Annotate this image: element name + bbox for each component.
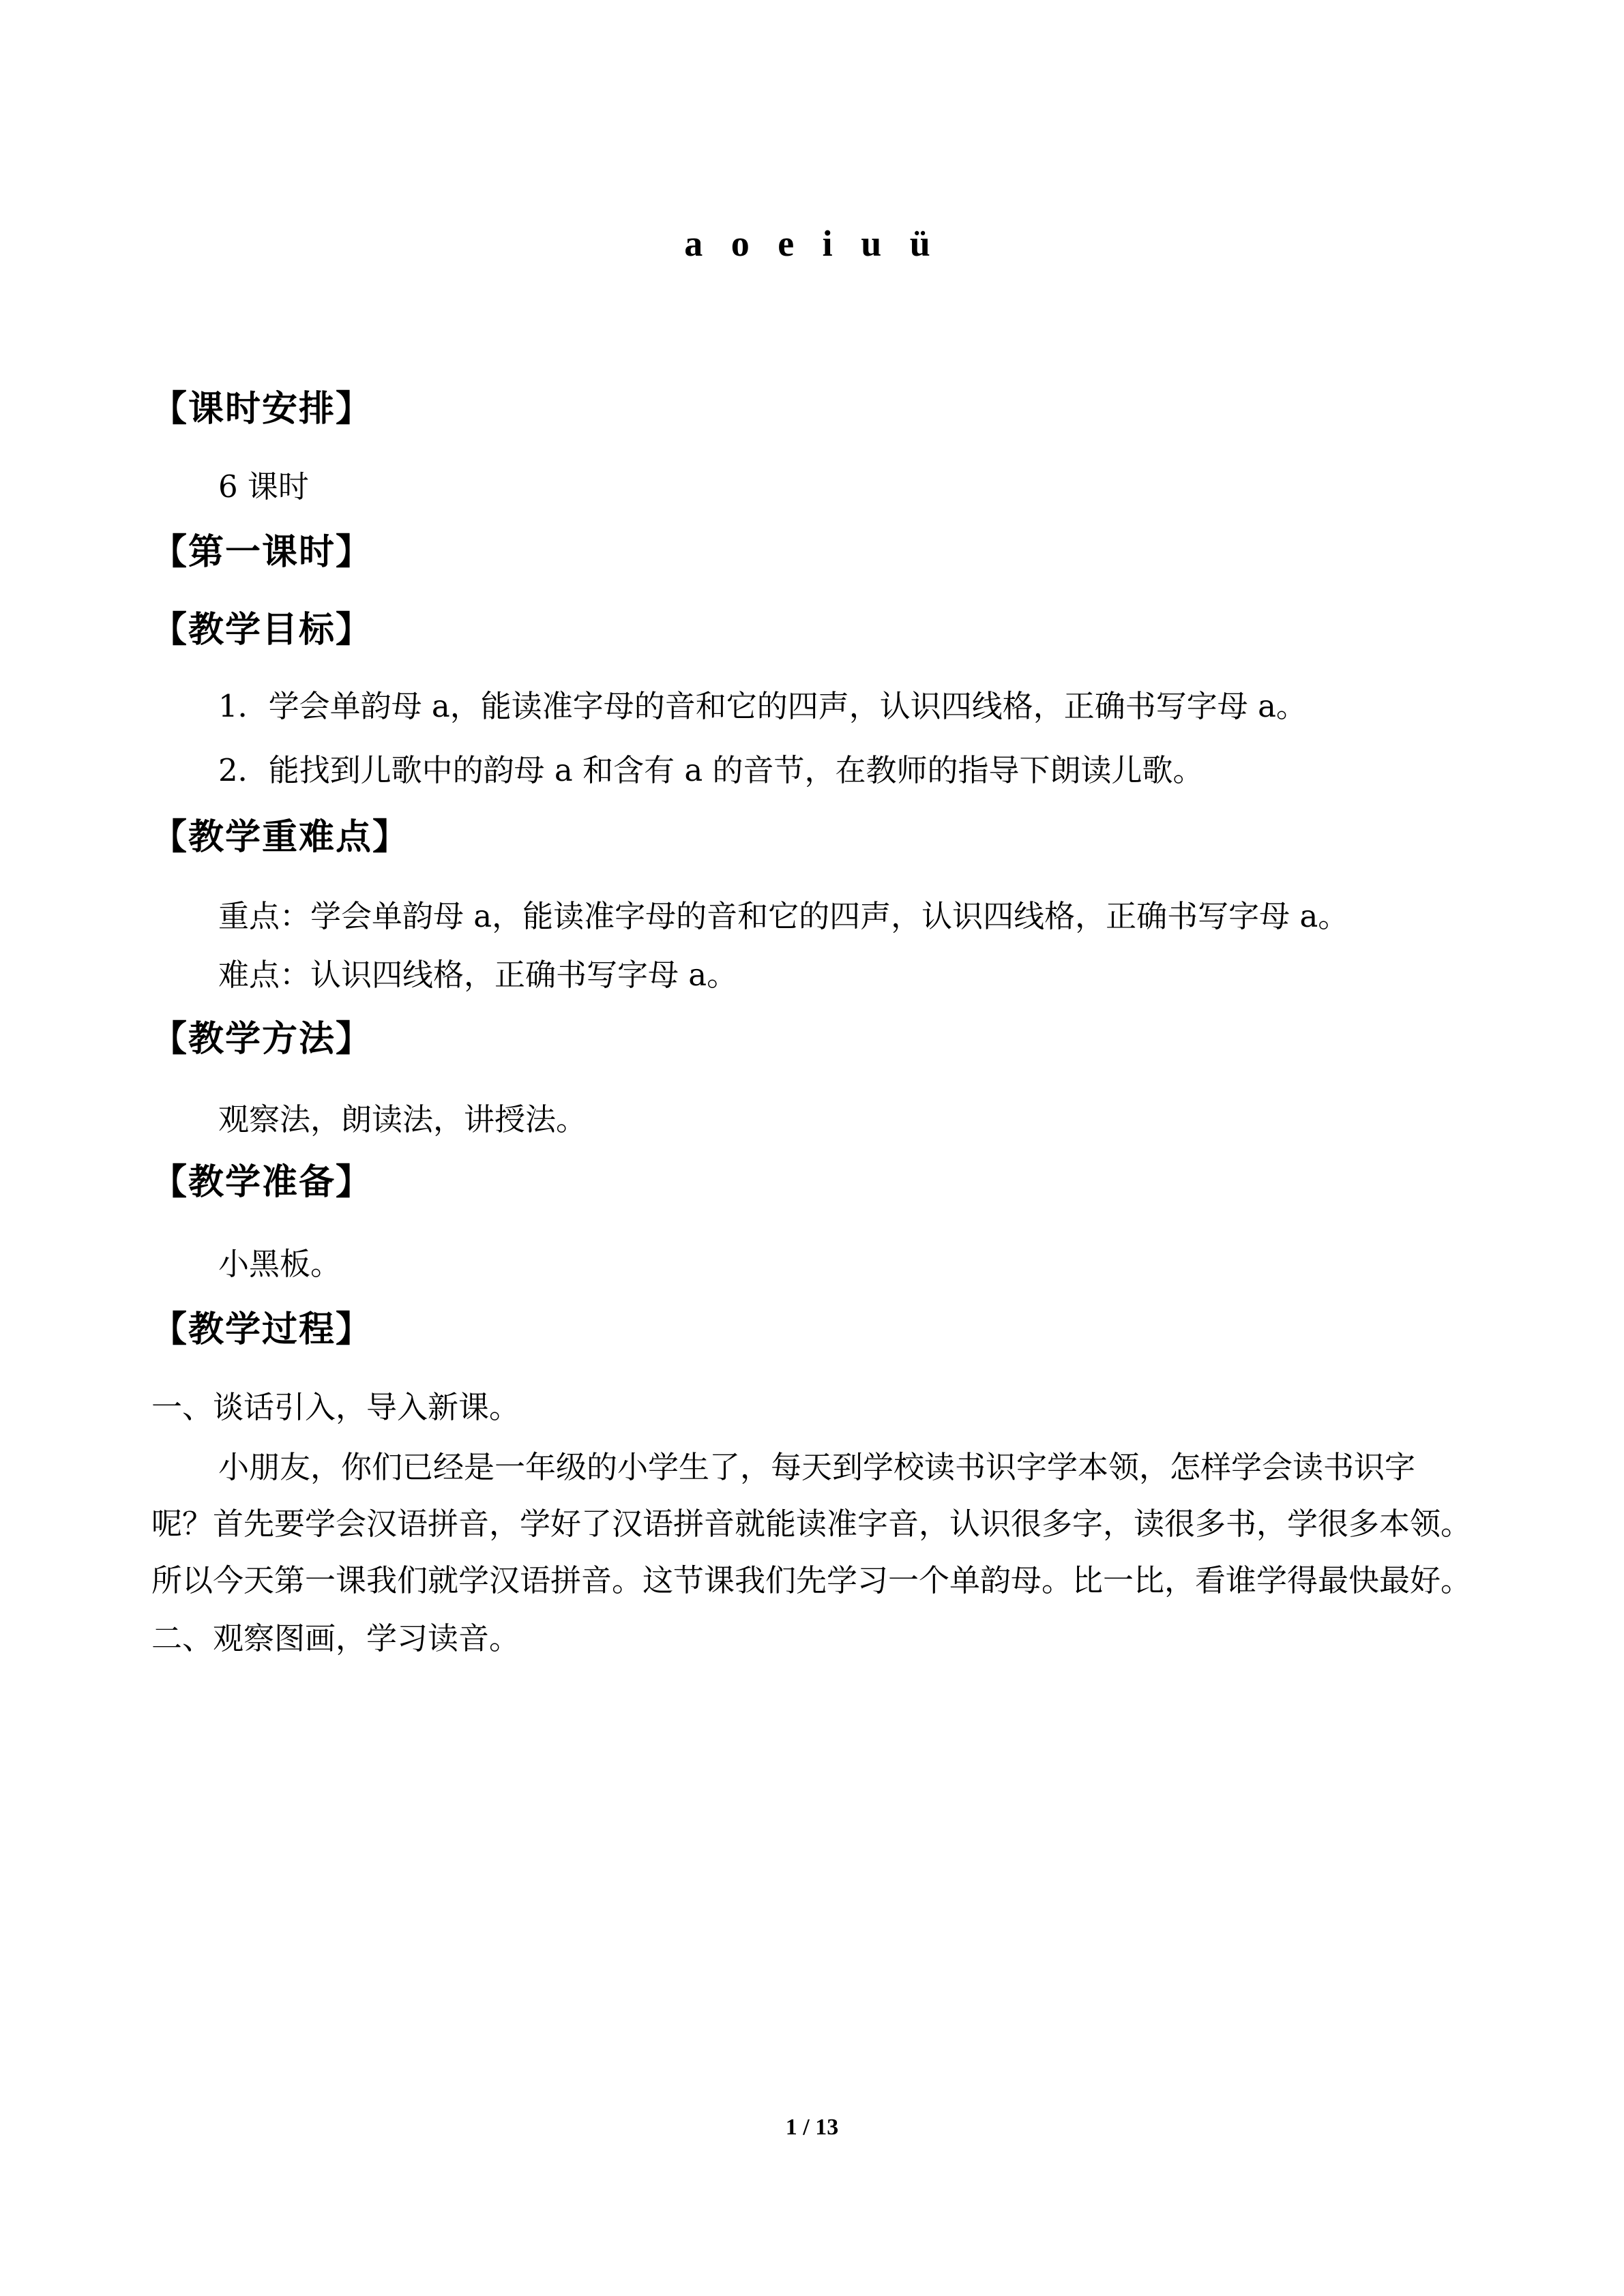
- section-heading-arrangement: 【课时安排】: [151, 389, 373, 430]
- section-heading-methods: 【教学方法】: [151, 1019, 373, 1060]
- methods-text: 观察法，朗读法，讲授法。: [218, 1101, 587, 1137]
- section-heading-process: 【教学过程】: [151, 1309, 373, 1350]
- document-title: a o e i u ü: [684, 223, 940, 264]
- document-body: [151, 382, 1475, 1660]
- section-heading-first-lesson: 【第一课时】: [151, 532, 373, 573]
- goal-item-1: 1．学会单韵母 a，能读准字母的音和它的四声，认识四线格，正确书写字母 a。: [218, 688, 1307, 724]
- process-step-2: 二、观察图画，学习读音。: [151, 1620, 520, 1656]
- preparation-text: 小黑板。: [218, 1246, 342, 1282]
- section-heading-preparation: 【教学准备】: [151, 1162, 373, 1203]
- section-heading-goals: 【教学目标】: [151, 610, 373, 651]
- process-step-1: 一、谈话引入，导入新课。: [151, 1389, 520, 1425]
- section-heading-key-points: 【教学重难点】: [151, 817, 410, 858]
- difficult-point-text: 难点：认识四线格，正确书写字母 a。: [218, 957, 738, 993]
- arrangement-text: 6 课时: [218, 468, 309, 505]
- page-number: 1 / 13: [785, 2115, 839, 2140]
- key-point-text: 重点：学会单韵母 a，能读准字母的音和它的四声，认识四线格，正确书写字母 a。: [218, 898, 1349, 934]
- goal-item-2: 2．能找到儿歌中的韵母 a 和含有 a 的音节，在教师的指导下朗读儿歌。: [218, 752, 1204, 788]
- process-step-1-text: 小朋友，你们已经是一年级的小学生了，每天到学校读书识字学本领，怎样学会读书识字呢？首先要学会汉语拼音，学好了汉语拼音就能读准字音，认识很多字，读很多书，学很多本领。所以今天第一课我们就学汉语拼音。这节课我们先学习一个单韵母。比一比，看谁学得最快最好。: [151, 1449, 1472, 1598]
